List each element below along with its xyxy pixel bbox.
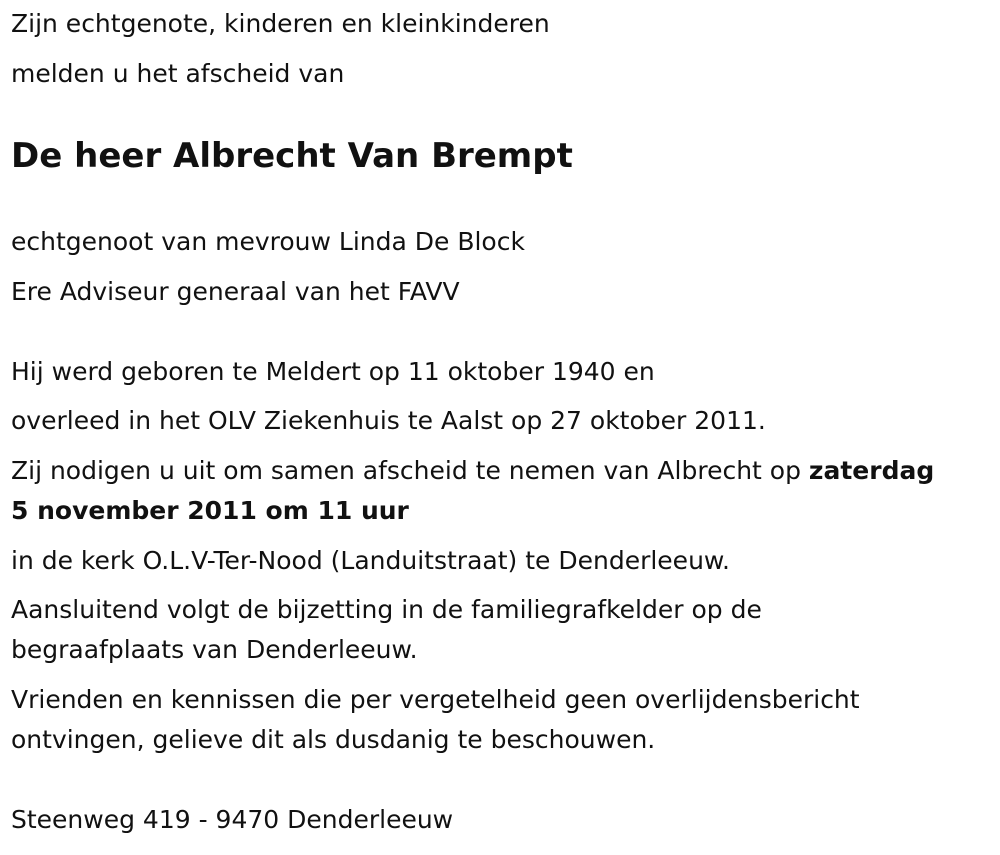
notice-line-2: ontvingen, gelieve dit als dusdanig te beschouwen.	[11, 725, 656, 754]
invitation-line-2	[11, 491, 409, 531]
address-line: Steenweg 419 - 9470 Denderleeuw	[11, 805, 454, 834]
notice-line-1: Vrienden en kennissen die per vergetelheid geen overlijdensbericht	[11, 685, 860, 714]
burial-line-1: Aansluitend volgt de bijzetting in de familiegrafkelder op de	[11, 595, 762, 624]
church-location-line: in de kerk O.L.V-Ter-Nood (Landuitstraat) te Denderleeuw.	[11, 546, 731, 575]
death-line: overleed in het OLV Ziekenhuis te Aalst op 27 oktober 2011.	[11, 406, 766, 435]
invitation-date-time: 5 november 2011 om 11 uur	[11, 496, 409, 525]
invitation-line-1	[11, 451, 934, 491]
invitation-text: Zij nodigen u uit om samen afscheid te nemen van Albrecht op	[11, 456, 809, 485]
intro-line-2: melden u het afscheid van	[11, 59, 345, 88]
deceased-name: De heer Albrecht Van Brempt	[11, 136, 573, 176]
invitation-date-day: zaterdag	[808, 456, 935, 485]
birth-line: Hij werd geboren te Meldert op 11 oktober 1940 en	[11, 357, 655, 386]
spouse-line: echtgenoot van mevrouw Linda De Block	[11, 227, 525, 256]
job-title-line: Ere Adviseur generaal van het FAVV	[11, 277, 460, 306]
intro-line-1: Zijn echtgenote, kinderen en kleinkinderen	[11, 9, 550, 38]
burial-line-2: begraafplaats van Denderleeuw.	[11, 635, 418, 664]
